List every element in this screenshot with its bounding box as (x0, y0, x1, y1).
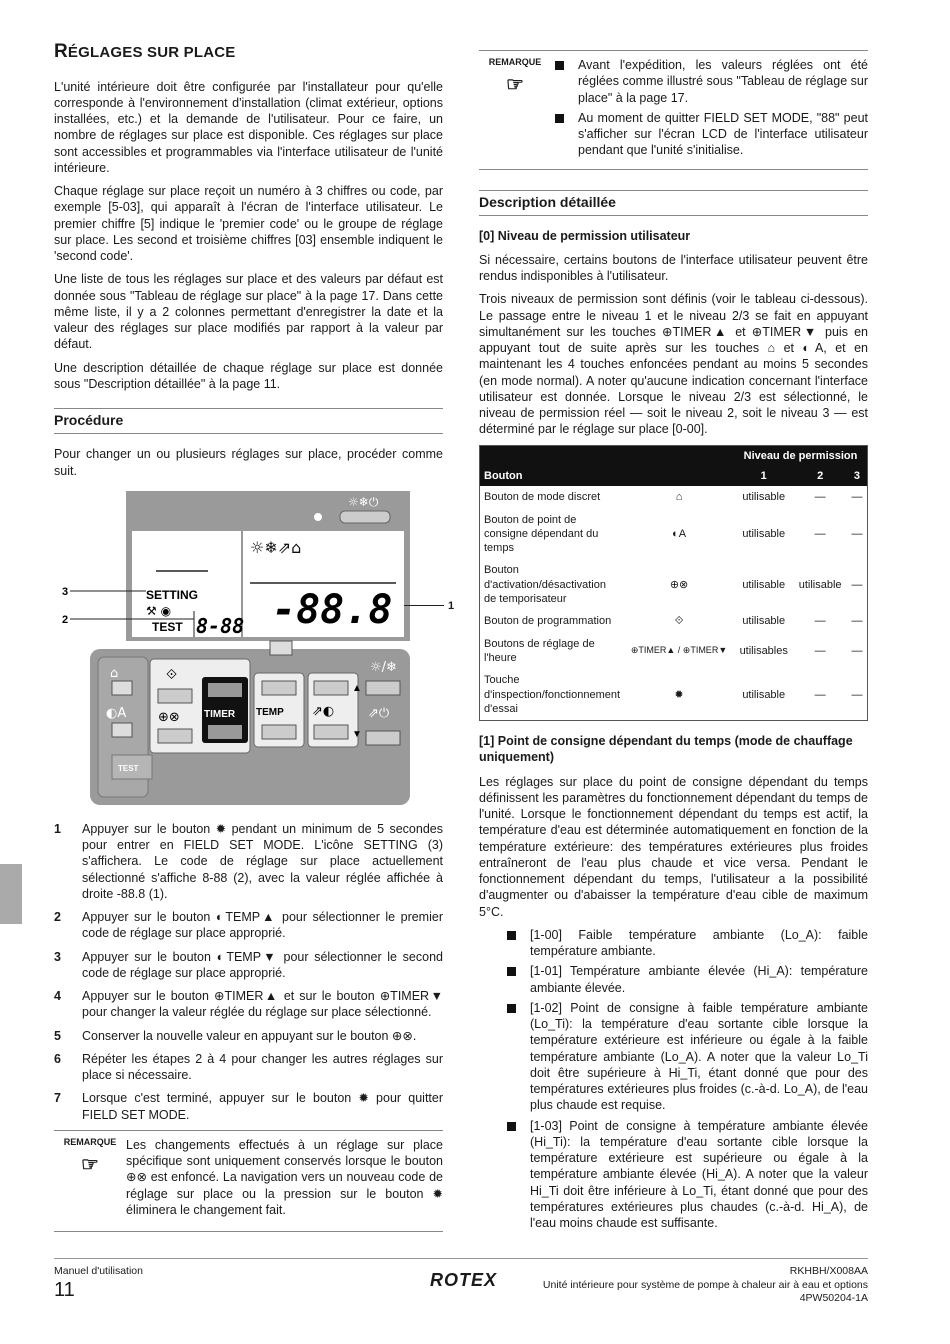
table-header: 2 (793, 466, 847, 486)
test-label: TEST (152, 619, 183, 634)
table-row: Bouton d'activation/désactivation de temporisateur ⊕⊗ utilisable utilisable — (480, 559, 868, 610)
svg-text:⟐: ⟐ (166, 666, 178, 683)
table-header: 1 (734, 466, 793, 486)
callout-2: 2 (62, 613, 69, 626)
list-item: 1 Appuyer sur le bouton ✹ pendant un minimum de 5 secondes pour entrer en FIELD SET MODE. L'icône SETTING (3) s'affichera. Le code de réglage sur place actuellement sélectionné s'affiche 8-88 (2), avec la valeur réglée affichée à droite -88.8 (1). (54, 821, 443, 901)
field-setting-list (479, 927, 868, 1232)
bullet-icon (507, 1004, 516, 1013)
list-item: 6 Répéter les étapes 2 à 4 pour changer les autres réglages sur place si nécessaire. (54, 1051, 443, 1083)
svg-text:⇗⏻: ⇗⏻ (368, 705, 390, 721)
procedure-steps (54, 821, 443, 1123)
page-number: 11 (54, 1279, 75, 1301)
footer-description: Unité intérieure pour système de pompe à chaleur air à eau et options (542, 1278, 868, 1291)
button-icon: ⊕⊗ (669, 578, 689, 591)
button-icon: ◐A (672, 527, 687, 540)
table-row: Bouton de point de consigne dépendant du temps ◐A utilisable — — (480, 509, 868, 560)
footer-model: RKHBH/X008AA (789, 1265, 868, 1277)
left-column (54, 40, 455, 1232)
brand-logo: ROTEX (430, 1270, 498, 1290)
paragraph: Les réglages sur place du point de consigne dépendant du temps définissent les paramètres du fonctionnement dépendant du temps de l'unité. Lorsque le fonctionnement dépendant du temps est actif, la température d'eau est déterminée automatiquement en fonction de la température extérieure: des températures extérieures plus froides entraîneront de l'eau plus chaude et vice versa. Pendant le fonctionnement dépendant du temps, l'utilisateur a la possibilité d'augmenter ou d'abaisser la température d'eau cible de maximum 5°C. (479, 774, 868, 919)
button-icon: ⟐ (674, 615, 684, 628)
bullet-icon (555, 61, 564, 70)
footer-manual: Manuel d'utilisation (54, 1265, 143, 1277)
intro-paragraph: Une liste de tous les réglages sur place et des valeurs par défaut est donnée sous "Tableau de réglage sur place" à la page 17. Dans cette même liste, il y a 2 colonnes permettant d'enregistrer la date et la valeur des réglages sur place modifiés par rapport à la valeur par défaut. (54, 272, 443, 352)
list-item: 4 Appuyer sur le bouton ⊕TIMER▲ et sur le bouton ⊕TIMER▼ pour changer la valeur réglée du réglage sur place sélectionné. (54, 989, 443, 1020)
list-item: 7 Lorsque c'est terminé, appuyer sur le bouton ✹ pour quitter FIELD SET MODE. (54, 1091, 443, 1122)
button-icon: ✹ (674, 688, 684, 701)
intro-paragraph: L'unité intérieure doit être configurée par l'installateur pour qu'elle corresponde à l'environnement d'installation (climat extérieur, options installées, etc.) et la demande de l'utilisateur. Pour ce faire, un nombre de réglages sur place est disponible. Ces réglages sur place sont accessibles et programmables via l'interface utilisateur de l'unité intérieure. (54, 79, 443, 175)
bullet-icon (507, 967, 516, 976)
list-item: [1-02] Point de consigne à faible température ambiante (Lo_Ti): la température d'eau sortante cible lorsque la température extérieure est inférieure ou égale à la faible température ambiante (Lo_A). A noter que la valeur Lo_Ti doit être supérieure à Hi_Ti, étant donné que pour des températures extérieures plus froides (c.-à-d. Lo_A), de l'eau plus chaude est requise. (503, 1000, 868, 1114)
svg-text:⚒ ◉: ⚒ ◉ (146, 603, 172, 618)
lcd-value: -88.8 (272, 586, 393, 633)
footer-reference: 4PW50204-1A (799, 1292, 868, 1305)
page-footer (54, 1258, 868, 1305)
table-row: Touche d'inspection/fonctionnement d'essai ✹ utilisable — — (480, 669, 868, 720)
side-tab (0, 864, 22, 924)
table-row: Boutons de réglage de l'heure ⊕TIMER▲ / ⊕TIMER▼ utilisables — — (480, 633, 868, 670)
page-title: RÉGLAGES SUR PLACE (54, 41, 236, 62)
pointing-hand-icon: ☞ (506, 73, 524, 96)
timer-label: TIMER (204, 708, 236, 720)
table-header: 3 (847, 466, 868, 486)
remark-label: REMARQUE ☞ (479, 57, 551, 163)
controller-illustration (62, 491, 410, 809)
table-header: Bouton (480, 466, 625, 486)
svg-text:▼: ▼ (352, 728, 362, 740)
list-item: Avant l'expédition, les valeurs réglées ont été réglées comme illustré sous "Tableau de réglage sur place" à la page 17. (551, 57, 868, 106)
list-item: 3 Appuyer sur le bouton ◐TEMP▼ pour sélectionner le second code de réglage sur place approprié. (54, 949, 443, 980)
list-item: [1-01] Température ambiante élevée (Hi_A): température ambiante élevée. (503, 963, 868, 996)
bullet-icon (555, 114, 564, 123)
paragraph: Trois niveaux de permission sont définis (voir le tableau ci-dessous). Le passage entre le niveau 1 et le niveau 2/3 se fait en appuyant simultanément sur les touches ⊕TIMER▲ et ⊕TIMER▼ puis en appuyant tout de suite après sur les touches ⌂ et ◐A, et en maintenant les 4 touches enfoncées pendant au moins 5 secondes (en mode normal). A noter qu'aucune indication concernant l'interface utilisateur est donnée. Lorsque le niveau 2/3 est sélectionné, le niveau de permission réel — soit le niveau 2, soit le niveau 3 — est déterminé par le réglage sur place [0-00]. (479, 292, 868, 437)
list-item: [1-00] Faible température ambiante (Lo_A): faible température ambiante. (503, 927, 868, 960)
temp-label: TEMP (256, 706, 284, 718)
list-item: Au moment de quitter FIELD SET MODE, "88" peut s'afficher sur l'écran LCD de l'interface utilisateur pendant que l'unité s'initialise. (551, 110, 868, 159)
pointing-hand-icon: ☞ (81, 1153, 99, 1176)
svg-text:⊕⊗: ⊕⊗ (158, 709, 180, 725)
intro-paragraph: Une description détaillée de chaque réglage sur place est donnée sous "Description détaillée" à la page 11. (54, 360, 443, 391)
callout-3: 3 (62, 585, 69, 598)
svg-text:◐A: ◐A (106, 705, 127, 721)
svg-text:⇗◐: ⇗◐ (312, 703, 335, 719)
remark-box (54, 1130, 443, 1232)
svg-text:☼❄⇗⌂: ☼❄⇗⌂ (250, 537, 302, 557)
permission-table (479, 445, 868, 721)
test-small-label: TEST (118, 763, 139, 773)
setting-label: SETTING (146, 587, 199, 602)
table-row: Bouton de programmation ⟐ utilisable — — (480, 610, 868, 632)
description-heading: Description détaillée (479, 190, 868, 216)
right-column (479, 50, 868, 1235)
intro-paragraph: Chaque réglage sur place reçoit un numéro à 3 chiffres ou code, par exemple [5-03], qui apparaît à l'écran de l'interface utilisateur. Le premier chiffre [5] indique le 'premier code' ou le groupe de réglage sur place. Les second et troisième chiffres [03] ensemble indiquent le 'second code'. (54, 184, 443, 264)
bullet-icon (507, 931, 516, 940)
button-icon: ⌂ (675, 491, 683, 504)
list-item: 5 Conserver la nouvelle valeur en appuyant sur le bouton ⊕⊗. (54, 1028, 417, 1043)
list-item: [1-03] Point de consigne à température ambiante élevée (Hi_Ti): la température d'eau sortante cible lorsque la température extérieure est supérieure ou égale à la température ambiante élevée (Hi_A). A noter que la valeur Hi_Ti doit être inférieure à Lo_Ti, étant donné que pour des températures extérieures plus chaudes (c.-à-d. Hi_A), de l'eau moins chaude est suffisante. (503, 1118, 868, 1232)
remark-text: Les changements effectués à un réglage sur place spécifique sont uniquement conservés lorsque le bouton ⊕⊗ est enfoncé. La navigation vers un nouveau code de réglage sur place ou la pression sur le bouton ✹ éliminera le changement fait. (126, 1137, 443, 1217)
remark-label: REMARQUE ☞ (54, 1137, 126, 1225)
paragraph: Si nécessaire, certains boutons de l'interface utilisateur peuvent être rendus indisponibles à l'utilisateur. (479, 252, 868, 284)
svg-text:☼❄⏻: ☼❄⏻ (348, 494, 379, 509)
svg-text:☼/❄: ☼/❄ (370, 659, 397, 675)
svg-text:▲: ▲ (352, 682, 362, 694)
button-icon: ⊕TIMER▲ / ⊕TIMER▼ (630, 645, 728, 656)
svg-text:⌂: ⌂ (110, 665, 119, 681)
list-item: 2 Appuyer sur le bouton ◐TEMP▲ pour sélectionner le premier code de réglage sur place approprié. (54, 910, 443, 941)
table-row: Bouton de mode discret ⌂ utilisable — — (480, 486, 868, 508)
procedure-heading: Procédure (54, 408, 443, 434)
remark-box (479, 50, 868, 170)
table-group-header: Niveau de permission (734, 445, 867, 466)
controller-panel (62, 491, 455, 809)
procedure-intro: Pour changer un ou plusieurs réglages sur place, procéder comme suit. (54, 447, 443, 478)
lcd-code: 8-88 (196, 613, 245, 638)
subheading-0: [0] Niveau de permission utilisateur (479, 228, 691, 243)
bullet-icon (507, 1122, 516, 1131)
subheading-1: [1] Point de consigne dépendant du temps (mode de chauffage uniquement) (479, 734, 853, 765)
callout-1: 1 (404, 599, 464, 613)
